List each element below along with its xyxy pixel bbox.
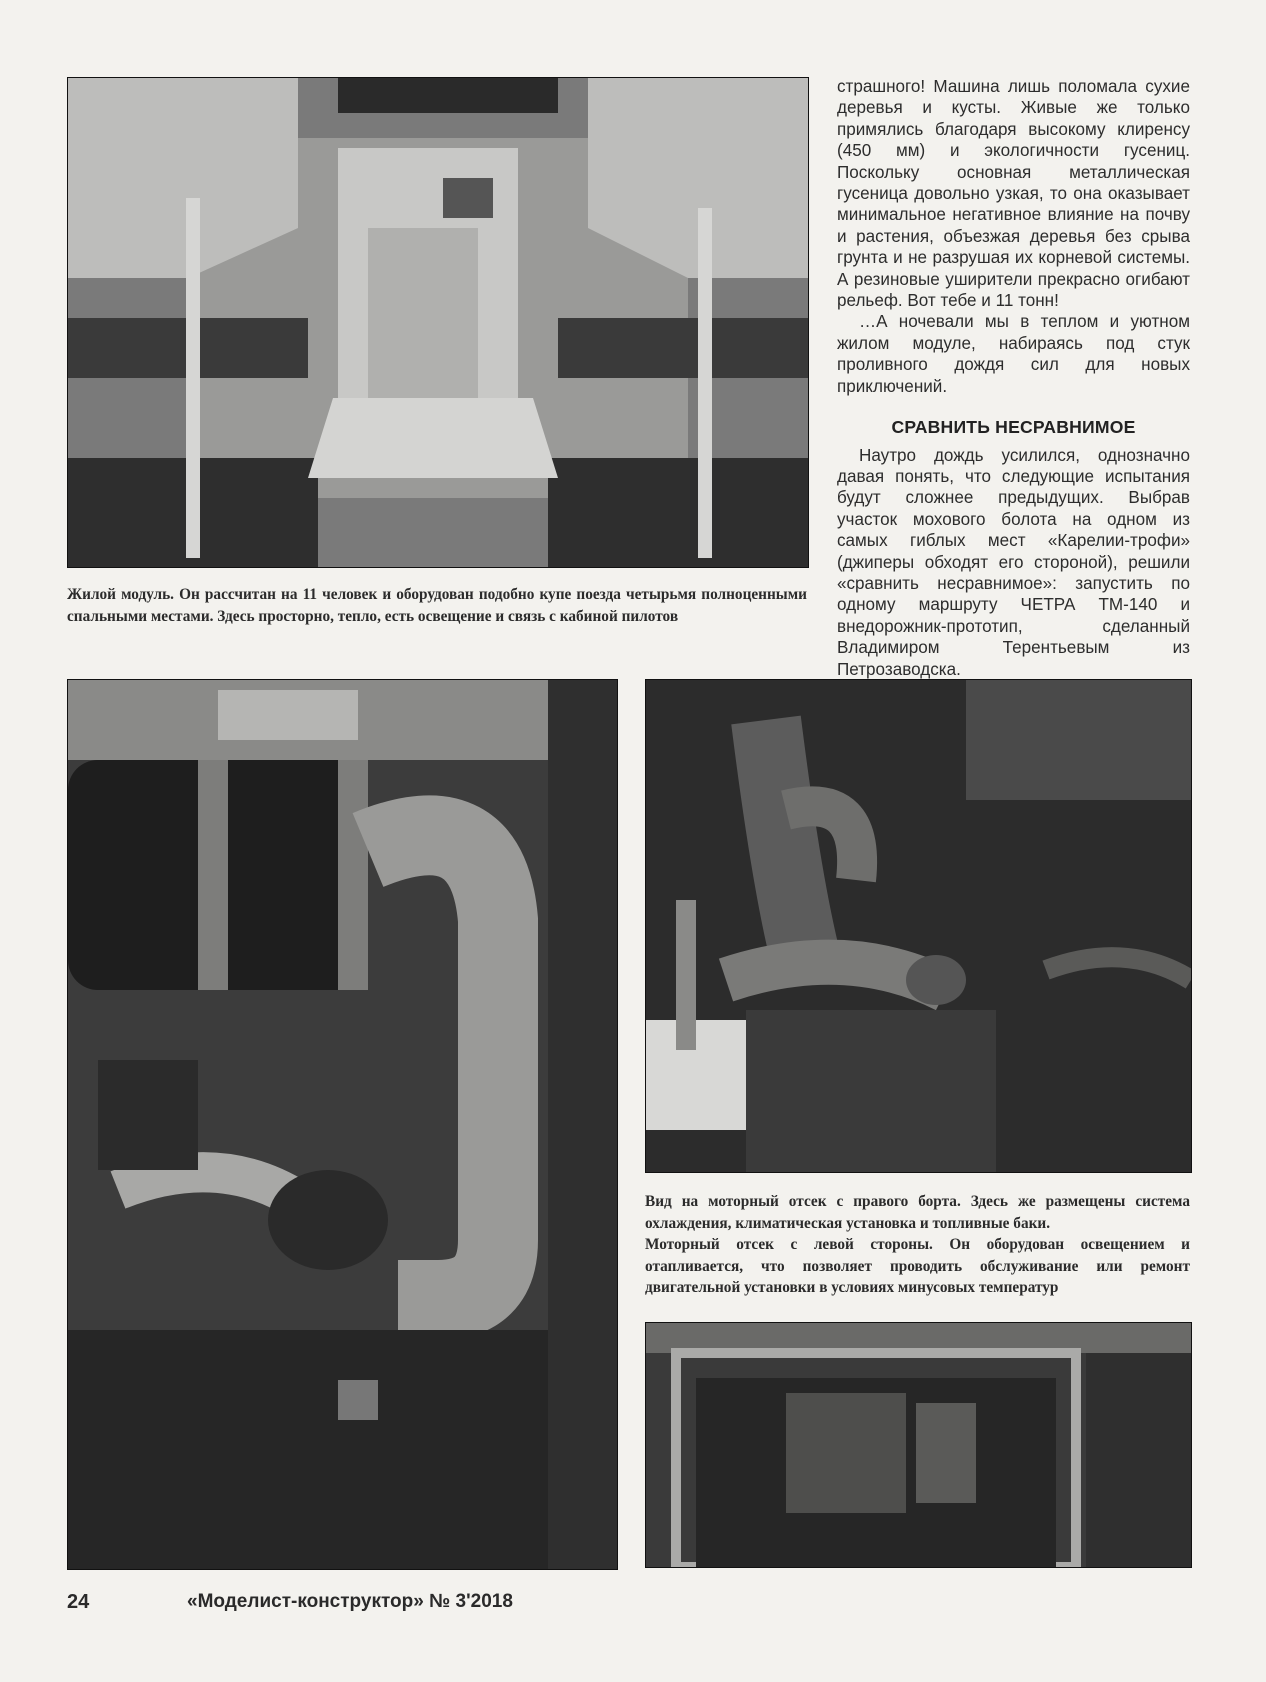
article-paragraph: Наутро дождь усилился, однозначно давая понять, что следующие испытания будут сложнее предыдущих. Выбрав участок мохового болота на одном из самых гиблых мест «Карелии-трофи» (джиперы обходят его стороной), решили «сравнить несравнимое»: запустить по одному маршруту ЧЕТРА ТМ-140 и внедорожник-прототип, сделанный Владимиром Терентьевым из Петрозаводска.	[837, 445, 1190, 679]
caption-engine	[645, 1191, 1190, 1299]
caption-living-module: Жилой модуль. Он рассчитан на 11 человек и оборудован подобно купе поезда четырьмя полноценными спальными местами. Здесь просторно, тепло, есть освещение и связь с кабиной пилотов	[67, 586, 807, 625]
photo-engine-left	[67, 679, 618, 1570]
article-paragraph: …А ночевали мы в теплом и уютном жилом модуле, набираясь под стук проливного дождя сил для новых приключений.	[837, 312, 1190, 396]
magazine-title: «Моделист-конструктор» № 3'2018	[187, 1591, 513, 1612]
article-column	[837, 76, 1190, 680]
photo-engine-right	[645, 679, 1192, 1173]
caption-engine-right: Вид на моторный отсек с правого борта. Здесь же размещены система охлаждения, климатическая установка и топливные баки.	[645, 1193, 1190, 1232]
article-paragraph: страшного! Машина лишь поломала сухие деревья и кусты. Живые же только примялись благодаря высокому клиренсу (450 мм) и экологичности гусениц. Поскольку основная металлическая гусеница довольно узкая, то она оказывает минимальное негативное влияние на почву и растения, объезжая деревья без срыва грунта и не разрушая их корневой системы. А резиновые уширители прекрасно огибают рельеф. Вот тебе и 11 тонн!	[837, 77, 1190, 311]
photo-living-module	[67, 77, 809, 568]
page-number: 24	[67, 1591, 90, 1613]
caption-engine-left: Моторный отсек с левой стороны. Он оборудован освещением и отапливается, что позволяет проводить обслуживание или ремонт двигательной установки в условиях минусовых температур	[645, 1236, 1190, 1296]
section-heading: СРАВНИТЬ НЕСРАВНИМОЕ	[891, 417, 1136, 438]
photo-engine-hatch	[645, 1322, 1192, 1568]
